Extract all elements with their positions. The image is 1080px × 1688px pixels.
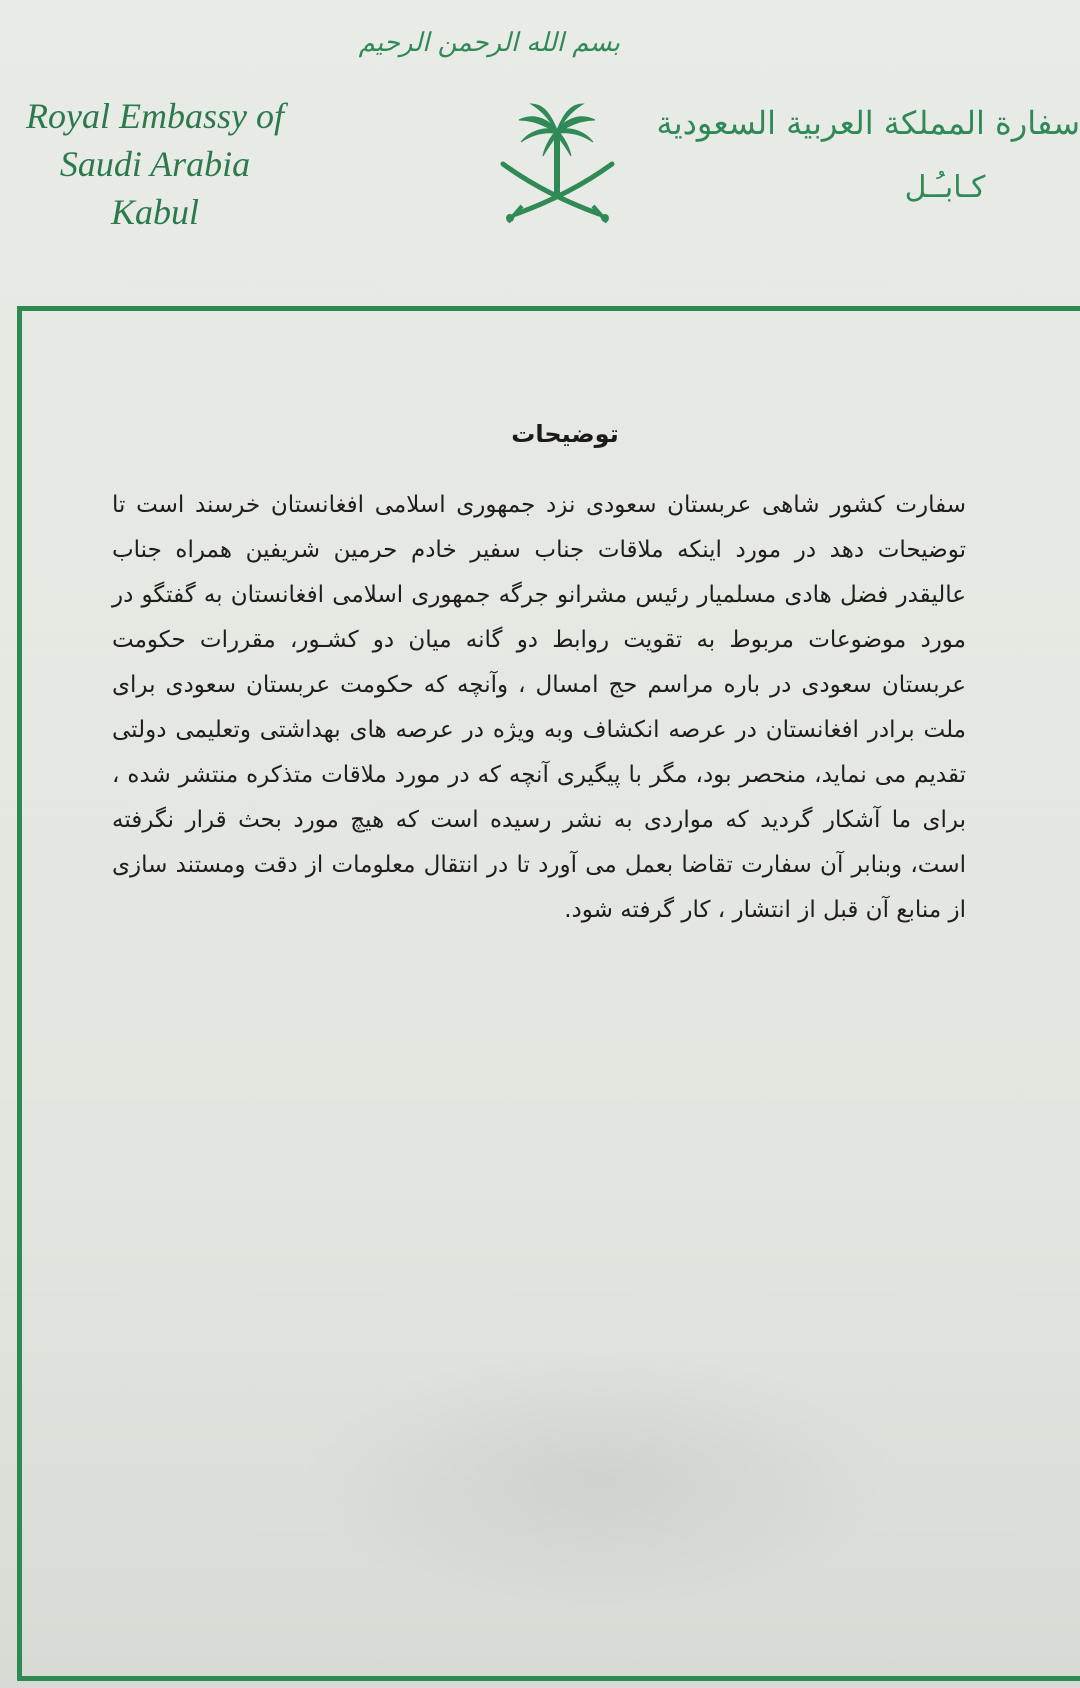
embassy-name-arabic: سفارة المملكة العربية السعودية bbox=[656, 104, 1080, 142]
embassy-line-3: Kabul bbox=[110, 192, 199, 232]
embassy-name-english bbox=[0, 92, 310, 236]
basmala-calligraphy: بسم الله الرحمن الرحيم bbox=[358, 28, 620, 58]
embassy-line-2: Saudi Arabia bbox=[59, 144, 251, 184]
saudi-emblem-icon bbox=[495, 102, 620, 232]
embassy-line-1: Royal Embassy of bbox=[26, 96, 284, 136]
document-title: توضیحات bbox=[511, 420, 619, 448]
document-body: سفارت کشور شاهی عربستان سعودی نزد جمهوری اسلامی افغانستان خرسند است تا توضیحات دهد در مورد اینکه ملاقات جناب سفیر خادم حرمین شریفین همراه جناب عالیقدر فضل هادی مسلمیار رئیس مشرانو جرگه جمهوری اسلامی افغانستان به گفتگو در مورد موضوعات مربوط به تقویت روابط دو گانه میان دو کشـور، مقررات حکومت عربستان سعودی در باره مراسم حج امسال ، وآنچه که حکومت عربستان سعودی برای ملت برادر افغانستان در عرصه انکشاف وبه ویژه در عرصه های بهداشتی وتعلیمی دولتی تقدیم می نماید، منحصر بود، مگر با پیگیری آنچه که در مورد ملاقات متذکره منتشر شده ، برای ما آشکار گردید که مواردی به نشر رسیده است که هیچ مورد بحث قرار نگرفته است، وبنابر آن سفارت تقاضا بعمل می آورد تا در انتقال معلومات از دقت ومستند سازی از منابع آن قبل از انتشار ، کار گرفته شود. bbox=[112, 492, 966, 923]
city-name-arabic: كـابـُـل bbox=[904, 170, 986, 205]
